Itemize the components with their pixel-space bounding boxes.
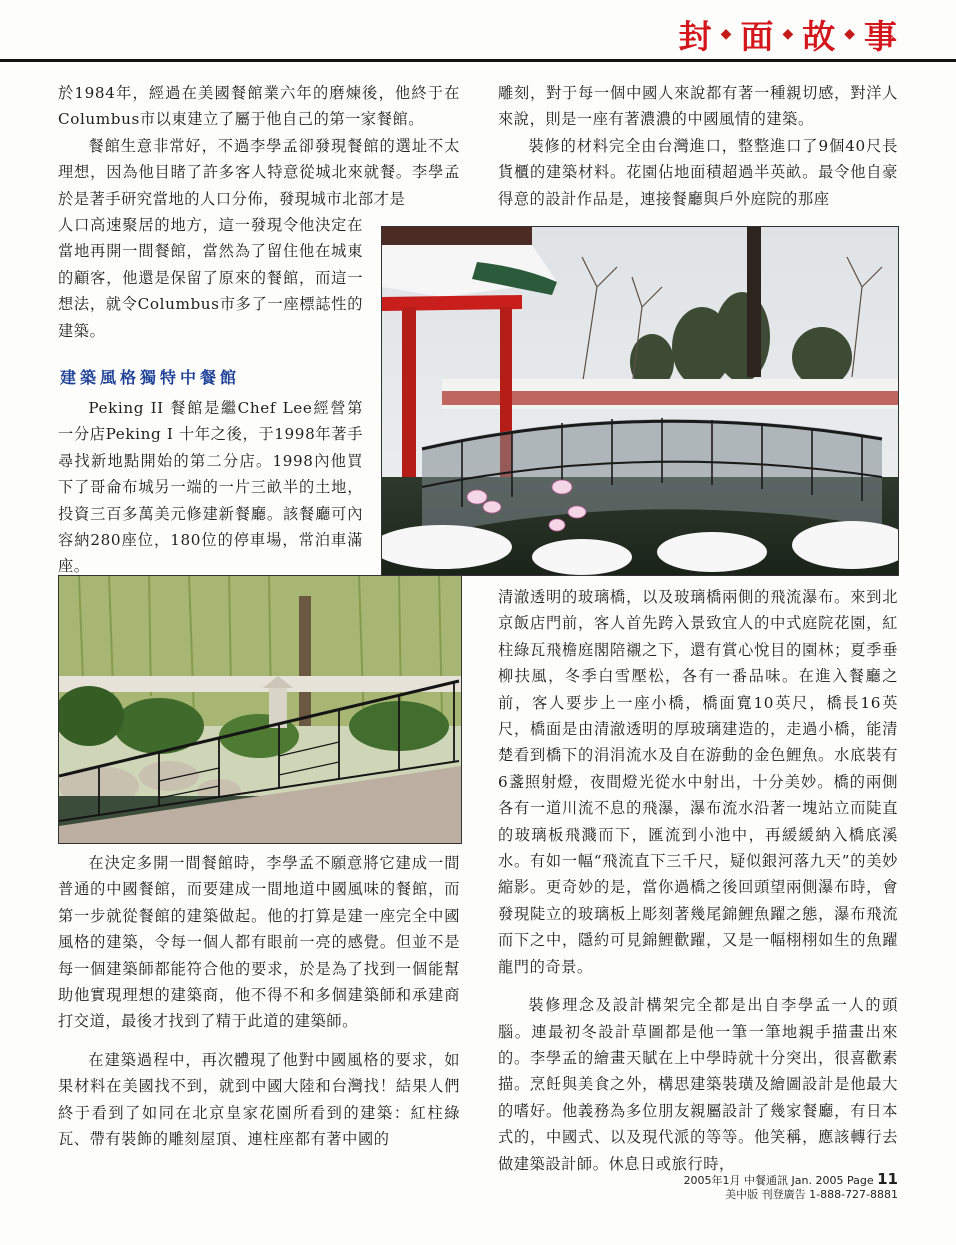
footer-line: 美中版 刊登廣告 1-888-727-8881 — [725, 1188, 898, 1201]
section-title — [679, 14, 898, 54]
subheading: 建築風格獨特中餐館 — [60, 368, 241, 387]
section-char: 故 — [802, 16, 837, 56]
right-column-bottom — [498, 584, 898, 1177]
willow-garden-photo — [58, 575, 462, 844]
paragraph: 於1984年，經過在美國餐館業六年的磨煉後，他終于在Columbus市以東建立了屬于他自己的第一家餐館。 — [58, 84, 460, 129]
section-char: 事 — [864, 16, 898, 56]
left-column-bottom — [58, 850, 460, 1152]
paragraph: 裝修理念及設計構架完全都是出自李學孟一人的頭腦。連最初冬設計草圖都是他一筆一筆地親手描畫出來的。李學孟的繪畫天賦在上中學時就十分突出，很喜歡素描。烹飪與美食之外，構思建築裝璜及繪圖設計是他最大的嗜好。他義務為多位朋友親屬設計了幾家餐廳，有日本式的，中國式、以及現代派的等等。他笑稱，應該轉行去做建築設計師。休息日或旅行時， — [498, 996, 898, 1173]
separator-icon: ◆ — [844, 26, 856, 42]
header-rule — [0, 59, 956, 62]
paragraph: 在決定多開一間餐館時，李學孟不願意將它建成一間普通的中國餐館，而要建成一間地道中國風味的餐館，而第一步就從餐館的建築做起。他的打算是建一座完全中國風格的建築，令每一個人都有眼前一亮的感覺。但並不是每一個建築師都能符合他的要求，於是為了找到一個能幫助他實現理想的建築商，他不得不和多個建築師和承建商打交道，最後才找到了精于此道的建築師。 — [58, 854, 460, 1031]
separator-icon: ◆ — [782, 26, 795, 42]
section-char: 封 — [678, 16, 713, 56]
left-column-wrap — [58, 212, 363, 344]
paragraph: 在建築過程中，再次體現了他對中國風格的要求，如果材料在美國找不到，就到中國大陸和台灣找！結果人們終于看到了如同在北京皇家花園所看到的建築：紅柱綠瓦、帶有裝飾的雕刻屋頂、連柱座都有著中國的 — [58, 1050, 460, 1149]
left-column-top — [58, 80, 460, 212]
paragraph: 人口高速聚居的地方，這一發現令他決定在當地再開一間餐館，當然為了留住他在城東的顧客，他還是保留了原來的餐館，而這一想法，就令Columbus市多了一座標誌性的建築。 — [58, 216, 363, 340]
paragraph: Peking II 餐館是繼Chef Lee經營第一分店Peking I 十年之後，于1998年著手尋找新地點開始的第二分店。1998內他買下了哥侖布城另一端的一片三畝半的土地，投資三百多萬美元修建新餐廳。該餐廳可內容納280座位，180位的停車場，常泊車滿座。 — [58, 399, 363, 576]
left-column-middle — [58, 395, 363, 580]
separator-icon: ◆ — [720, 26, 733, 42]
page-number: 11 — [877, 1170, 898, 1188]
paragraph: 清澈透明的玻璃橋，以及玻璃橋兩側的飛流瀑布。來到北京飯店門前，客人首先跨入景致宜人的中式庭院花園，紅柱綠瓦飛檐庭閣陪襯之下，還有賞心悅目的園林；夏季垂柳扶風，冬季白雪壓松，各有一番品味。在進入餐廳之前，客人要步上一座小橋，橋面寬10英尺，橋長16英尺，橋面是由清澈透明的厚玻璃建造的，走過小橋，能清楚看到橋下的涓涓流水及自在游動的金色鯉魚。水底裝有6盞照射燈，夜間燈光從水中射出，十分美妙。橋的兩側各有一道川流不息的飛瀑，瀑布流水沿著一塊站立而陡直的玻璃板飛濺而下，匯流到小池中，再緩緩納入橋底溪水。有如一幅“飛流直下三千尺，疑似銀河落九天”的美妙縮影。更奇妙的是，當你過橋之後回頭望兩側瀑布時，會發現陡立的玻璃板上彫刻著幾尾錦鯉魚躍之態，瀑布飛流而下之中，隱約可見錦鯉歡躍，又是一幅栩栩如生的魚躍龍門的奇景。 — [498, 588, 898, 976]
section-char: 面 — [740, 16, 775, 56]
right-column-top — [498, 80, 898, 212]
paragraph: 餐館生意非常好，不過李學孟卻發現餐館的選址不太理想，因為他目睹了許多客人特意從城北來就餐。李學孟於是著手研究當地的人口分佈，發現城市北部才是 — [58, 136, 460, 208]
snowy-bridge-photo — [381, 226, 899, 576]
paragraph: 裝修的材料完全由台灣進口，整整進口了9個40尺長貨櫃的建築材料。花園佔地面積超過半英畝。最令他自豪得意的設計作品是，連接餐廳與戶外庭院的那座 — [498, 136, 898, 208]
paragraph: 雕刻，對于每一個中國人來說都有著一種親切感，對洋人來說，則是一座有著濃濃的中國風情的建築。 — [498, 84, 898, 129]
footer-line: 2005年1月 中餐通訊 Jan. 2005 Page — [683, 1174, 874, 1187]
page-footer — [684, 1172, 898, 1202]
